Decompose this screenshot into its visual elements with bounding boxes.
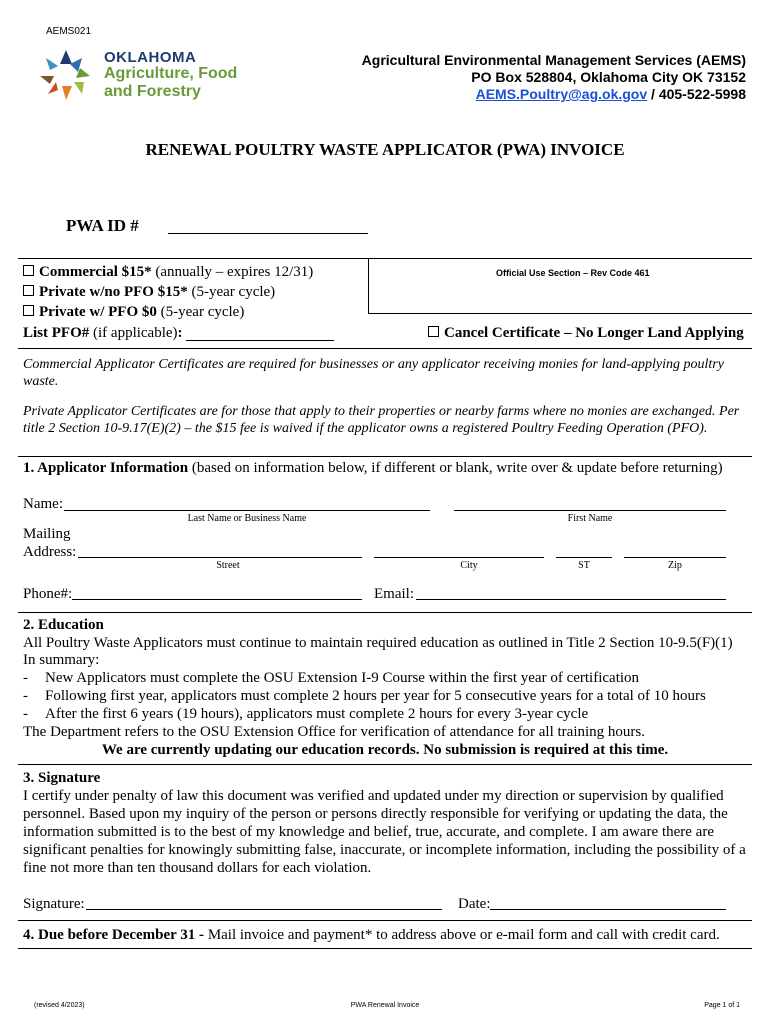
org-name: Agricultural Environmental Management Services (AEMS) bbox=[361, 52, 746, 68]
address-label: Address: bbox=[23, 544, 77, 560]
list-item: New Applicators must complete the OSU Extension I-9 Course within the first year of certification bbox=[45, 670, 640, 686]
mailing-label: Mailing bbox=[23, 526, 71, 542]
org-address: PO Box 528804, Oklahoma City OK 73152 bbox=[471, 69, 746, 85]
cancel-certificate-checkbox[interactable] bbox=[428, 326, 439, 337]
date-label: Date: bbox=[458, 896, 491, 912]
option-private-pfo[interactable] bbox=[23, 303, 244, 321]
org-phone: 405-522-5998 bbox=[658, 86, 746, 102]
certification-text: I certify under penalty of law this document was verified and updated under my direction or supervision by qualified personnel. Based upon my inquiry of the person or persons directly responsible for verifying or updating the data, the information submitted is to the best of my knowledge and belief, true, accurate, and complete. I am aware there are significant penalties for knowingly submitting false, inaccurate, or incomplete information, including the possibility of a fine not more than ten thousand dollars for each violation. bbox=[23, 788, 746, 876]
logo-line-1: OKLAHOMA bbox=[104, 49, 197, 66]
street-field[interactable] bbox=[78, 557, 362, 558]
cancel-certificate-option[interactable] bbox=[428, 324, 744, 342]
first-name-caption: First Name bbox=[567, 513, 613, 524]
state-caption: ST bbox=[578, 560, 590, 571]
list-pfo-colon: : bbox=[177, 325, 183, 341]
section-4-row bbox=[23, 926, 720, 944]
org-contact bbox=[362, 86, 746, 103]
list-item: After the first 6 years (19 hours), applicators must complete 2 hours for every 3-year cycle bbox=[45, 706, 589, 722]
education-requirement: All Poultry Waste Applicators must continue to maintain required education as outlined in Title 2 Section 10-9.5(F)(1) bbox=[23, 635, 733, 651]
org-email-link[interactable]: AEMS.Poultry@ag.ok.gov bbox=[475, 86, 648, 102]
divider bbox=[18, 456, 752, 457]
private-pfo-checkbox[interactable] bbox=[23, 305, 34, 316]
section-1-heading bbox=[23, 459, 723, 477]
divider bbox=[18, 764, 752, 765]
divider bbox=[18, 612, 752, 613]
email-label: Email: bbox=[374, 586, 414, 602]
option-commercial-detail: (annually – expires 12/31) bbox=[151, 264, 314, 280]
footer-revised: (revised 4/2023) bbox=[34, 1002, 85, 1009]
city-caption: City bbox=[460, 560, 478, 571]
option-private-no-pfo-label: Private w/no PFO $15* bbox=[39, 284, 188, 300]
private-no-pfo-checkbox[interactable] bbox=[23, 285, 34, 296]
logo-line-2: Agriculture, Food bbox=[104, 65, 238, 82]
street-caption: Street bbox=[216, 560, 240, 571]
name-label: Name: bbox=[23, 496, 63, 512]
section-4-text: Mail invoice and payment* to address above or e-mail form and call with credit card. bbox=[204, 927, 720, 943]
divider bbox=[368, 313, 752, 314]
form-code: AEMS021 bbox=[46, 26, 92, 37]
signature-label: Signature: bbox=[23, 896, 85, 912]
commercial-note: Commercial Applicator Certificates are required for businesses or any applicator receiving monies for land-applying poultry waste. bbox=[23, 357, 724, 389]
list-pfo-label: List PFO# bbox=[23, 325, 90, 341]
pwa-id-field[interactable] bbox=[168, 233, 368, 234]
option-private-pfo-label: Private w/ PFO $0 bbox=[39, 304, 157, 320]
commercial-checkbox[interactable] bbox=[23, 265, 34, 276]
divider bbox=[18, 258, 752, 259]
state-field[interactable] bbox=[556, 557, 612, 558]
city-field[interactable] bbox=[374, 557, 544, 558]
list-pfo-detail: (if applicable) bbox=[89, 325, 178, 341]
last-name-caption: Last Name or Business Name bbox=[187, 513, 307, 524]
oklahoma-star-logo-icon bbox=[30, 46, 102, 102]
official-use-label: Official Use Section – Rev Code 461 bbox=[496, 268, 650, 278]
section-1-note: (based on information below, if different or blank, write over & update before returning) bbox=[188, 460, 723, 476]
option-private-pfo-detail: (5-year cycle) bbox=[156, 304, 245, 320]
org-block bbox=[362, 52, 746, 103]
education-bullet-3: - After the first 6 years (19 hours), applicators must complete 2 hours for every 3-year cycle bbox=[23, 706, 589, 722]
cancel-certificate-label: Cancel Certificate – No Longer Land Applying bbox=[444, 325, 744, 341]
section-4-heading: 4. Due before December 31 - bbox=[23, 927, 205, 943]
private-note: Private Applicator Certificates are for those that apply to their properties or nearby farms where no monies are exchanged. Per title 2 Section 10-9.17(E)(2) – the $15 fee is waived if the applicator owns a registered Poultry Feeding Operation (PFO). bbox=[23, 404, 740, 436]
education-notice: We are currently updating our education records. No submission is required at this time. bbox=[101, 742, 669, 758]
option-commercial[interactable] bbox=[23, 263, 313, 281]
first-name-field[interactable] bbox=[454, 510, 726, 511]
contact-separator: / bbox=[647, 86, 659, 102]
phone-label: Phone#: bbox=[23, 586, 73, 602]
phone-field[interactable] bbox=[72, 599, 362, 600]
section-3-heading: 3. Signature bbox=[23, 770, 101, 786]
divider bbox=[18, 348, 752, 349]
date-field[interactable] bbox=[490, 909, 726, 910]
signature-field[interactable] bbox=[86, 909, 442, 910]
email-field[interactable] bbox=[416, 599, 726, 600]
page-title: RENEWAL POULTRY WASTE APPLICATOR (PWA) INVOICE bbox=[145, 140, 625, 159]
last-name-field[interactable] bbox=[64, 510, 430, 511]
footer-doc-name: PWA Renewal Invoice bbox=[350, 1002, 420, 1009]
list-pfo-field[interactable] bbox=[186, 340, 334, 341]
divider bbox=[368, 258, 369, 314]
footer-page-number: Page 1 of 1 bbox=[704, 1002, 740, 1009]
education-bullet-1: - New Applicators must complete the OSU Extension I-9 Course within the first year of certification bbox=[23, 670, 640, 686]
section-1-title: 1. Applicator Information bbox=[23, 460, 189, 476]
education-bullet-2: - Following first year, applicators must complete 2 hours per year for 5 consecutive years for a total of 10 hours bbox=[23, 688, 706, 704]
option-private-no-pfo[interactable] bbox=[23, 283, 275, 301]
divider bbox=[18, 920, 752, 921]
list-item: Following first year, applicators must complete 2 hours per year for 5 consecutive years for a total of 10 hours bbox=[45, 688, 706, 704]
zip-field[interactable] bbox=[624, 557, 726, 558]
logo-line-3: and Forestry bbox=[104, 83, 201, 100]
education-summary: In summary: bbox=[23, 652, 100, 668]
pwa-id-label: PWA ID # bbox=[66, 216, 139, 235]
list-pfo-row bbox=[23, 324, 183, 342]
option-private-no-pfo-detail: (5-year cycle) bbox=[187, 284, 276, 300]
education-verification: The Department refers to the OSU Extension Office for verification of attendance for all training hours. bbox=[23, 724, 646, 740]
divider bbox=[18, 948, 752, 949]
zip-caption: Zip bbox=[668, 560, 682, 571]
section-2-heading: 2. Education bbox=[23, 617, 104, 633]
option-commercial-label: Commercial $15* bbox=[39, 264, 152, 280]
